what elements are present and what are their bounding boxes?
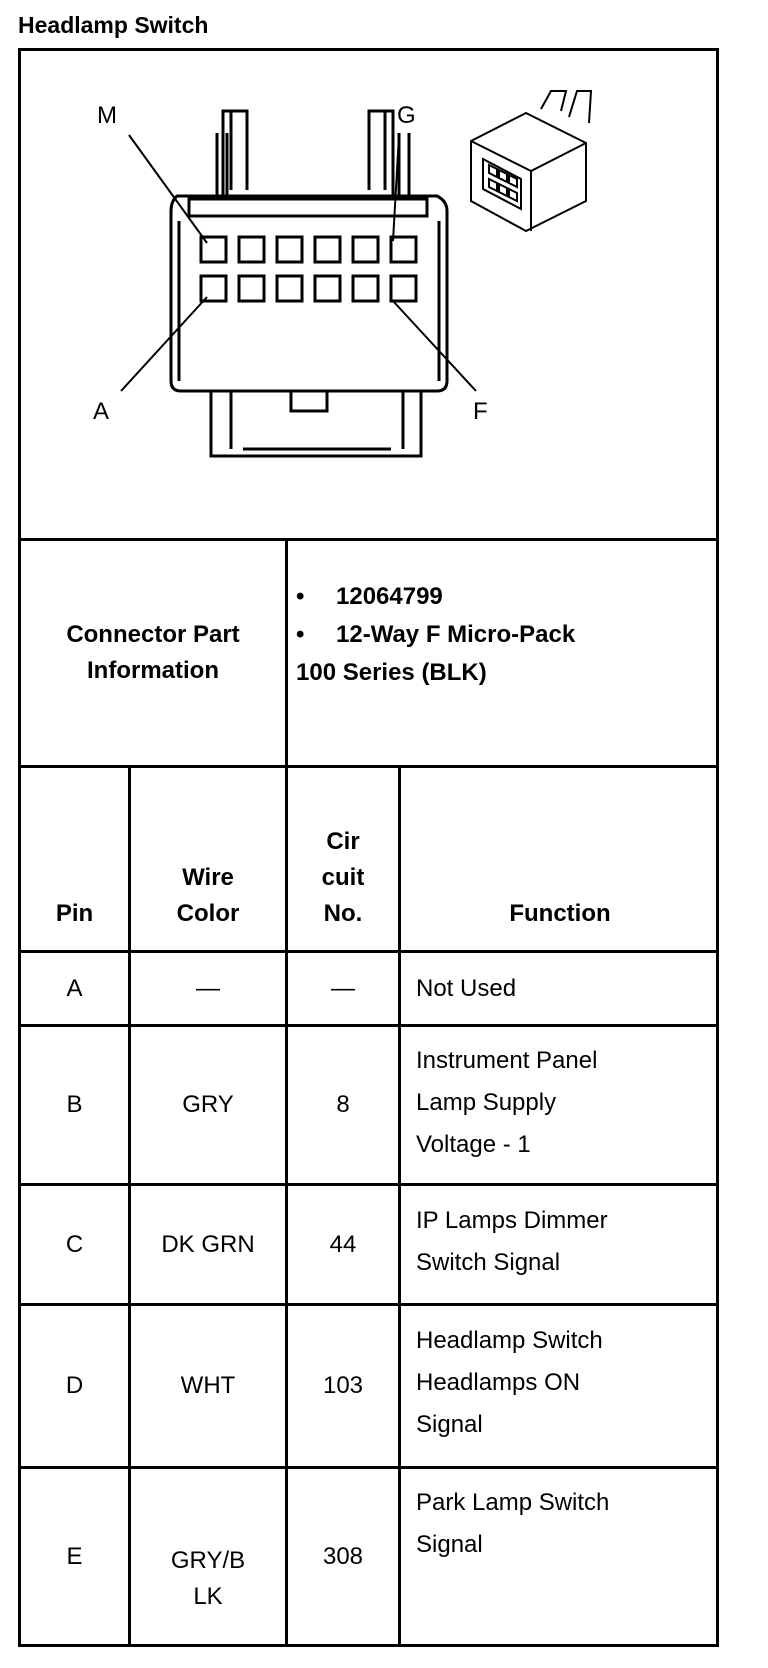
bullet: • (296, 621, 305, 648)
table-cell-function: Park Lamp Switch Signal (416, 1489, 610, 1558)
table-cell-function: Headlamp Switch Headlamps ON Signal (416, 1327, 603, 1438)
table-cell-function: IP Lamps Dimmer Switch Signal (416, 1207, 608, 1276)
connector-info-label-line: Information (87, 657, 219, 684)
table-cell-wire: GRY (182, 1091, 234, 1118)
pin-cavities (201, 237, 416, 301)
table-cell-wire: — (196, 974, 220, 1002)
table-cell-pin: E (66, 1542, 83, 1570)
page-title: Headlamp Switch (18, 12, 209, 38)
connector-diagram (21, 51, 716, 528)
table-cell-function: Instrument Panel Lamp Supply Voltage - 1 (416, 1047, 598, 1158)
part-number: 12064799 (336, 583, 443, 610)
table-cell-pin: D (65, 1372, 84, 1399)
table-cell-pin: C (65, 1230, 84, 1258)
table-cell-pin: A (66, 974, 83, 1002)
connector-info-label (21, 541, 285, 765)
table-cell-function: Not Used (416, 975, 517, 1002)
table-cell-circuit: 103 (322, 1372, 364, 1399)
bullet: • (296, 583, 305, 610)
table-cell-circuit: 44 (329, 1230, 357, 1258)
connector-info-label-line: Connector Part (66, 621, 240, 648)
header-wire-color: Wire Color (176, 864, 240, 927)
connector-series: 100 Series (BLK) (296, 659, 487, 686)
header-circuit-no: Cir cuit No. (321, 828, 365, 927)
header-pin: Pin (55, 900, 94, 927)
connector-3d-icon (471, 91, 591, 231)
connector-description: 12-Way F Micro-Pack (336, 621, 576, 648)
table-cell-circuit: 8 (336, 1091, 350, 1118)
pin-label-m: M (97, 102, 117, 129)
table-cell-wire: GRY/B LK (170, 1546, 246, 1610)
table-cell-pin: B (66, 1091, 83, 1118)
table-cell-wire: DK GRN (161, 1230, 255, 1258)
table-cell-circuit: 308 (322, 1542, 364, 1570)
pin-label-a: A (93, 398, 110, 425)
table-cell-wire: WHT (180, 1372, 236, 1399)
connector-info-value (296, 578, 575, 692)
pin-label-g: G (397, 102, 416, 129)
header-function: Function (509, 900, 611, 927)
table-cell-circuit: — (331, 974, 355, 1002)
pin-label-f: F (473, 398, 488, 425)
